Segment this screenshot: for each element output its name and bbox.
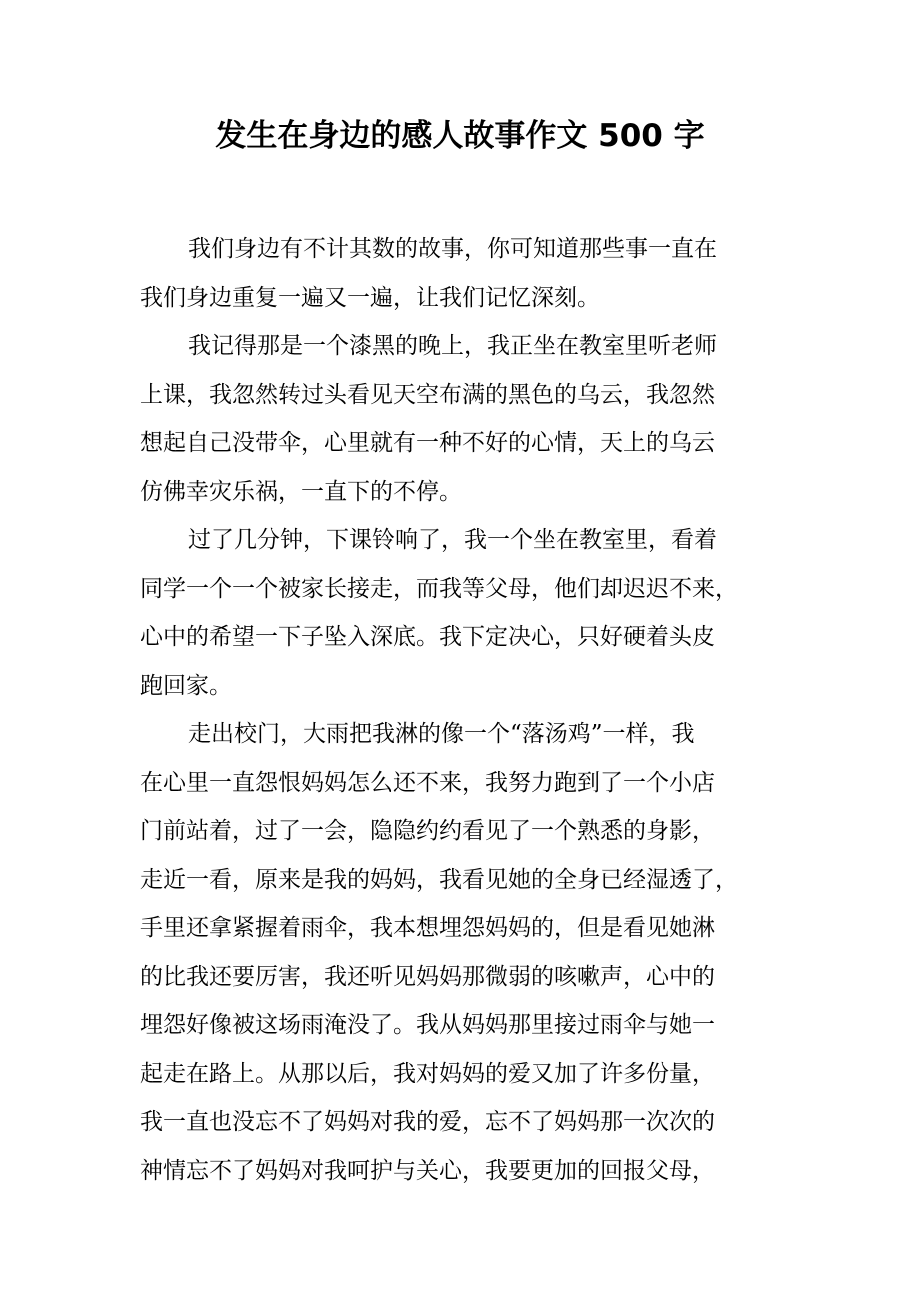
text-line: 在心里一直怨恨妈妈怎么还不来，我努力跑到了一个小店 [140, 769, 715, 796]
text-line: 跑回家。 [140, 672, 232, 699]
text-line: 我们身边重复一遍又一遍，让我们记忆深刻。 [140, 284, 600, 311]
text-line: 过了几分钟，下课铃响了，我一个坐在教室里，看着 [188, 527, 717, 553]
text-line: 走近一看，原来是我的妈妈，我看见她的全身已经湿透了， [140, 866, 738, 893]
text-line: 埋怨好像被这场雨淹没了。我从妈妈那里接过雨伞与她一 [140, 1012, 715, 1038]
text-line: 同学一个一个被家长接走，而我等父母，他们却迟迟不来， [140, 575, 738, 602]
text-line: 的比我还要厉害，我还听见妈妈那微弱的咳嗽声，心中的 [140, 963, 715, 990]
text-line: 想起自己没带伞，心里就有一种不好的心情，天上的乌云 [140, 430, 715, 456]
text-line: 上课，我忽然转过头看见天空布满的黑色的乌云，我忽然 [140, 381, 715, 408]
text-line: 仿佛幸灾乐祸，一直下的不停。 [140, 478, 462, 505]
paragraph [140, 322, 770, 516]
text-line: 走出校门，大雨把我淋的像一个“落汤鸡”一样，我 [188, 721, 695, 747]
paragraph [140, 225, 770, 322]
document-body [140, 225, 770, 1195]
document-title: 发生在身边的感人故事作文 500 字 [215, 118, 705, 154]
text-line: 手里还拿紧握着雨伞，我本想埋怨妈妈的，但是看见她淋 [140, 915, 715, 941]
text-line: 我一直也没忘不了妈妈对我的爱，忘不了妈妈那一次次的 [140, 1109, 715, 1135]
text-line: 起走在路上。从那以后，我对妈妈的爱又加了许多份量， [140, 1060, 715, 1087]
text-line: 心中的希望一下子坠入深底。我下定决心，只好硬着头皮 [140, 624, 715, 650]
paragraph [140, 516, 770, 710]
text-line: 我们身边有不计其数的故事，你可知道那些事一直在 [188, 236, 717, 262]
text-line: 门前站着，过了一会，隐隐约约看见了一个熟悉的身影， [140, 818, 715, 844]
paragraph [140, 710, 770, 1195]
text-line: 我记得那是一个漆黑的晚上，我正坐在教室里听老师 [188, 333, 717, 359]
text-line: 神情忘不了妈妈对我呵护与关心，我要更加的回报父母， [140, 1157, 715, 1184]
